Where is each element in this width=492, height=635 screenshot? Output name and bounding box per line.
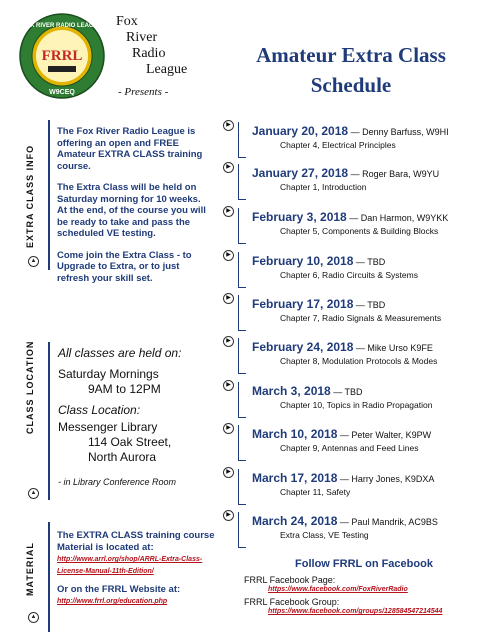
schedule-item [222,293,484,333]
facebook-group-label: FRRL Facebook Group: [244,597,340,607]
org-name-line: Fox [116,14,138,29]
schedule-topic: Chapter 6, Radio Circuits & Systems [280,270,418,280]
schedule-line [252,210,448,224]
schedule-topic: Chapter 7, Radio Signals & Measurements [280,313,442,323]
bracket-line [238,295,246,331]
facebook-heading: Follow FRRL on Facebook [295,558,433,570]
schedule-topic: Chapter 8, Modulation Protocols & Modes [280,356,438,366]
facebook-group-link[interactable]: https://www.facebook.com/groups/128584547214544 [268,608,443,615]
schedule-line [252,254,385,268]
bracket-line [238,252,246,288]
schedule-line [252,384,363,398]
play-icon: ▶ [223,250,234,261]
info-paragraph: Come join the Extra Class - to Upgrade to Extra, or to just refresh your skill set. [57,249,192,284]
day-text: Saturday Mornings [58,367,159,381]
schedule-item [222,336,484,376]
material-or-text: Or on the FRRL Website at: [57,584,181,595]
schedule-topic: Chapter 4, Electrical Principles [280,140,396,150]
time-text: 9AM to 12PM [88,382,161,396]
schedule-line [252,166,439,180]
schedule-date: March 3, 2018 [252,384,331,398]
schedule-line [252,514,438,528]
schedule-date: March 24, 2018 [252,514,338,528]
frrl-education-link[interactable]: http://www.frrl.org/education.php [57,598,168,605]
info-paragraph: The Extra Class will be held on Saturday morning for 10 weeks. At the end, of the course you will be ready to take and pass the scheduled VE testing. [57,182,206,239]
play-icon: ▶ [223,423,234,434]
org-name-line: League [146,62,188,77]
schedule-presenter: — Dan Harmon, W9YKK [346,213,449,223]
schedule-item [222,510,484,550]
page-title [226,40,476,100]
arrow-up-icon: ▲ [28,256,39,267]
schedule-presenter: — TBD [330,387,363,397]
play-icon: ▶ [223,380,234,391]
schedule-presenter: — Peter Walter, K9PW [337,430,432,440]
svg-text:W9CEQ: W9CEQ [49,89,75,96]
location-section-bar [20,342,50,500]
org-name-line: River [126,30,158,45]
bracket-line [238,338,246,374]
schedule-topic: Chapter 9, Antennas and Feed Lines [280,443,419,453]
schedule-line [252,297,385,311]
play-icon: ▶ [223,162,234,173]
schedule-topic: Chapter 5, Components & Building Blocks [280,226,439,236]
bracket-line [238,208,246,244]
material-intro: The EXTRA CLASS training course Material is located at: [57,530,215,553]
schedule-date: February 17, 2018 [252,297,354,311]
play-icon: ▶ [223,120,234,131]
play-icon: ▶ [223,206,234,217]
title-line: Schedule [310,73,392,97]
schedule-item [222,120,484,160]
facebook-page-label: FRRL Facebook Page: [244,575,336,585]
info-section-bar [20,120,50,270]
facebook-page-link[interactable]: https://www.facebook.com/FoxRiverRadio [268,586,408,593]
schedule-date: February 10, 2018 [252,254,354,268]
play-icon: ▶ [223,293,234,304]
schedule-date: February 3, 2018 [252,210,347,224]
city-text: North Aurora [88,450,157,464]
room-text: - in Library Conference Room [58,477,177,487]
schedule-line [252,471,434,485]
material-text [57,530,222,608]
bracket-line [238,469,246,505]
bracket-line [238,122,246,158]
play-icon: ▶ [223,467,234,478]
schedule-item [222,467,484,507]
play-icon: ▶ [223,510,234,521]
location-text [58,346,218,490]
schedule-item [222,206,484,246]
schedule-date: January 27, 2018 [252,166,349,180]
schedule-presenter: — Denny Barfuss, W9HI [348,127,449,137]
frrl-logo [18,12,106,100]
held-on-text: All classes are held on: [58,346,182,360]
schedule-item [222,380,484,420]
bracket-line [238,425,246,461]
bracket-line [238,382,246,418]
schedule-presenter: — Paul Mandrik, AC9BS [337,517,438,527]
schedule-presenter: — Harry Jones, K9DXA [337,474,435,484]
schedule-date: January 20, 2018 [252,124,349,138]
schedule-presenter: — Roger Bara, W9YU [348,169,440,179]
schedule-item [222,423,484,463]
svg-text:FOX RIVER RADIO LEAGUE: FOX RIVER RADIO LEAGUE [21,23,103,29]
schedule-date: February 24, 2018 [252,340,354,354]
presents-text: - Presents - [118,86,169,98]
info-text [57,126,207,294]
schedule-presenter: — Mike Urso K9FE [353,343,433,353]
material-section-bar [20,522,50,632]
schedule-line [252,340,433,354]
schedule-list [222,120,484,540]
venue-text: Messenger Library [58,420,158,434]
schedule-item [222,250,484,290]
schedule-presenter: — TBD [353,257,386,267]
bracket-line [238,512,246,548]
schedule-topic: Extra Class, VE Testing [280,530,369,540]
info-section-label: EXTRA CLASS INFO [25,144,35,248]
material-section-label: MATERIAL [25,542,35,596]
arrl-manual-link[interactable]: http://www.arrl.org/shop/ARRL-Extra-Class-License-Manual-11th-Edition/ [57,556,203,575]
location-heading: Class Location: [58,403,141,417]
arrow-up-icon: ▲ [28,612,39,623]
schedule-line [252,427,431,441]
schedule-presenter: — TBD [353,300,386,310]
svg-text:FRRL: FRRL [41,48,83,64]
schedule-topic: Chapter 11, Safety [280,487,351,497]
arrow-up-icon: ▲ [28,488,39,499]
org-name [112,14,202,78]
schedule-topic: Chapter 1, Introduction [280,182,367,192]
schedule-topic: Chapter 10, Topics in Radio Propagation [280,400,433,410]
schedule-date: March 17, 2018 [252,471,338,485]
location-section-label: CLASS LOCATION [25,340,35,434]
info-paragraph: The Fox River Radio League is offering an open and FREE Amateur EXTRA CLASS training course. [57,126,203,172]
schedule-date: March 10, 2018 [252,427,338,441]
bracket-line [238,164,246,200]
org-name-line: Radio [132,46,166,61]
title-line: Amateur Extra Class [256,43,446,67]
play-icon: ▶ [223,336,234,347]
schedule-item [222,162,484,202]
schedule-line [252,124,449,138]
street-text: 114 Oak Street, [88,435,172,449]
